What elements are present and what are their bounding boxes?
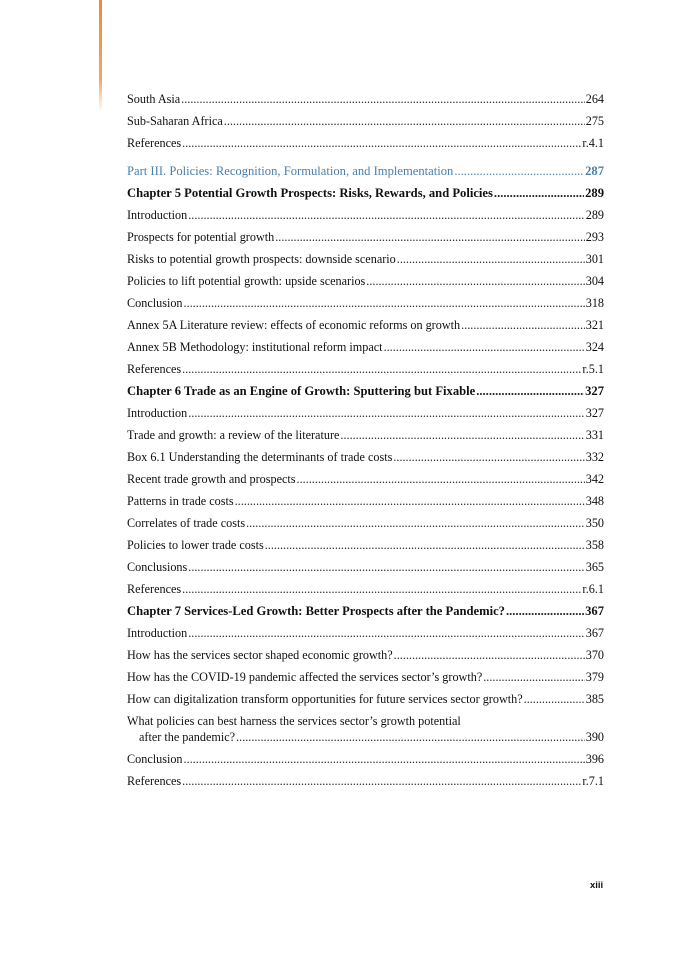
- dot-leader: [524, 688, 585, 710]
- toc-entry-title: Introduction: [127, 406, 188, 420]
- dot-leader: [393, 446, 584, 468]
- toc-entry-title: Chapter 7 Services-Led Growth: Better Prospects after the Pandemic?: [127, 604, 505, 618]
- toc-entry-page: 350: [585, 516, 604, 530]
- toc-entry-ch5-introduction[interactable]: [127, 204, 604, 226]
- toc-entry-title: Conclusion: [127, 752, 183, 766]
- dot-leader: [184, 292, 585, 314]
- dot-leader: [366, 270, 584, 292]
- toc-entry-page: 275: [585, 114, 604, 128]
- toc-entry-page: r.4.1: [582, 136, 604, 150]
- toc-entry-page: 324: [585, 340, 604, 354]
- toc-entry-title: References: [127, 136, 182, 150]
- toc-entry-page: 390: [585, 730, 604, 744]
- toc-entry-ch7-introduction[interactable]: [127, 622, 604, 644]
- toc-entry-page: r.6.1: [582, 582, 604, 596]
- toc-entry-title: Chapter 6 Trade as an Engine of Growth: Sputtering but Fixable: [127, 384, 476, 398]
- toc-entry-title: Introduction: [127, 626, 188, 640]
- toc-entry-page: 379: [585, 670, 604, 684]
- toc-part-iii-heading[interactable]: [127, 160, 604, 182]
- toc-entry-references-5[interactable]: [127, 358, 604, 380]
- toc-entry-digitalization[interactable]: [127, 688, 604, 710]
- dot-leader: [188, 204, 584, 226]
- toc-entry-title: Conclusions: [127, 560, 188, 574]
- toc-entry-page: 289: [585, 208, 604, 222]
- dot-leader: [476, 380, 584, 402]
- dot-leader: [181, 88, 585, 110]
- dot-leader: [184, 748, 585, 770]
- toc-entry-covid[interactable]: [127, 666, 604, 688]
- toc-entry-page: r.7.1: [582, 774, 604, 788]
- toc-entry-page: 365: [585, 560, 604, 574]
- toc-entry-south-asia[interactable]: [127, 88, 604, 110]
- toc-entry-title: South Asia: [127, 92, 181, 106]
- toc-entry-title: Recent trade growth and prospects: [127, 472, 296, 486]
- toc-entry-title-continued: after the pandemic?: [139, 730, 236, 744]
- toc-entry-title: How can digitalization transform opportunities for future services sector growth?: [127, 692, 523, 706]
- toc-entry-page: 318: [585, 296, 604, 310]
- toc-entry-title: Annex 5A Literature review: effects of economic reforms on growth: [127, 318, 461, 332]
- table-of-contents: [127, 88, 604, 792]
- toc-entry-title: Risks to potential growth prospects: downside scenario: [127, 252, 396, 266]
- dot-leader: [182, 578, 581, 600]
- toc-entry-policies-services[interactable]: [127, 710, 604, 748]
- toc-entry-page: 289: [585, 186, 604, 200]
- dot-leader: [397, 248, 585, 270]
- toc-entry-page: 367: [585, 626, 604, 640]
- dot-leader: [275, 226, 584, 248]
- dot-leader: [246, 512, 585, 534]
- toc-entry-title: References: [127, 582, 182, 596]
- toc-entry-ch6-conclusions[interactable]: [127, 556, 604, 578]
- toc-entry-title: Chapter 5 Potential Growth Prospects: Risks, Rewards, and Policies: [127, 186, 493, 200]
- toc-entry-risks[interactable]: [127, 248, 604, 270]
- dot-leader: [235, 490, 585, 512]
- toc-entry-prospects[interactable]: [127, 226, 604, 248]
- toc-entry-policies-trade[interactable]: [127, 534, 604, 556]
- page-number: xiii: [590, 880, 604, 891]
- toc-entry-page: 342: [585, 472, 604, 486]
- toc-entry-references-6[interactable]: [127, 578, 604, 600]
- toc-entry-ch5-conclusion[interactable]: [127, 292, 604, 314]
- toc-chapter-5[interactable]: [127, 182, 604, 204]
- toc-entry-page: 304: [585, 274, 604, 288]
- toc-entry-services-shaped[interactable]: [127, 644, 604, 666]
- dot-leader: [265, 534, 585, 556]
- toc-entry-page: 264: [585, 92, 604, 106]
- dot-leader: [182, 132, 581, 154]
- toc-entry-annex-5a[interactable]: [127, 314, 604, 336]
- toc-entry-title: Conclusion: [127, 296, 183, 310]
- toc-entry-title: Correlates of trade costs: [127, 516, 246, 530]
- dot-leader: [188, 402, 584, 424]
- orange-margin-bar: [99, 0, 102, 112]
- toc-entry-page: 370: [585, 648, 604, 662]
- dot-leader: [224, 110, 585, 132]
- toc-entry-box-6-1[interactable]: [127, 446, 604, 468]
- dot-leader: [182, 358, 581, 380]
- toc-entry-ch6-introduction[interactable]: [127, 402, 604, 424]
- toc-entry-patterns[interactable]: [127, 490, 604, 512]
- dot-leader: [483, 666, 584, 688]
- toc-entry-title: References: [127, 362, 182, 376]
- toc-entry-title: What policies can best harness the services sector’s growth potential: [127, 714, 461, 728]
- dot-leader: [236, 729, 585, 745]
- dot-leader: [394, 644, 585, 666]
- dot-leader: [182, 770, 581, 792]
- toc-entry-title: Policies to lift potential growth: upside scenarios: [127, 274, 366, 288]
- toc-entry-title: Introduction: [127, 208, 188, 222]
- toc-entry-sub-saharan-africa[interactable]: [127, 110, 604, 132]
- toc-entry-page: 301: [585, 252, 604, 266]
- toc-entry-correlates[interactable]: [127, 512, 604, 534]
- toc-entry-title: Sub-Saharan Africa: [127, 114, 223, 128]
- toc-entry-title: Patterns in trade costs: [127, 494, 234, 508]
- toc-entry-title: References: [127, 774, 182, 788]
- toc-entry-policies-upside[interactable]: [127, 270, 604, 292]
- dot-leader: [454, 160, 584, 182]
- toc-entry-title: Box 6.1 Understanding the determinants of trade costs: [127, 450, 393, 464]
- toc-entry-page: 385: [585, 692, 604, 706]
- toc-entry-page: 332: [585, 450, 604, 464]
- toc-entry-title: Part III. Policies: Recognition, Formulation, and Implementation: [127, 164, 454, 178]
- toc-entry-title: Trade and growth: a review of the literature: [127, 428, 340, 442]
- toc-entry-page: 327: [585, 384, 604, 398]
- toc-entry-title: Annex 5B Methodology: institutional reform impact: [127, 340, 383, 354]
- dot-leader: [461, 314, 585, 336]
- toc-entry-annex-5b[interactable]: [127, 336, 604, 358]
- toc-entry-page: 367: [585, 604, 604, 618]
- dot-leader: [340, 424, 584, 446]
- toc-entry-ch7-conclusion[interactable]: [127, 748, 604, 770]
- toc-entry-page: r.5.1: [582, 362, 604, 376]
- dot-leader: [506, 600, 584, 622]
- toc-entry-title: How has the COVID-19 pandemic affected the services sector’s growth?: [127, 670, 483, 684]
- toc-entry-page: 396: [585, 752, 604, 766]
- toc-entry-page: 331: [585, 428, 604, 442]
- dot-leader: [188, 622, 584, 644]
- toc-entry-page: 293: [585, 230, 604, 244]
- toc-entry-page: 327: [585, 406, 604, 420]
- toc-entry-page: 321: [585, 318, 604, 332]
- toc-entry-references-4[interactable]: [127, 132, 604, 154]
- toc-entry-title: Policies to lower trade costs: [127, 538, 264, 552]
- toc-entry-title: How has the services sector shaped economic growth?: [127, 648, 393, 662]
- dot-leader: [384, 336, 585, 358]
- dot-leader: [494, 182, 584, 204]
- toc-entry-title: Prospects for potential growth: [127, 230, 275, 244]
- toc-entry-recent-trade[interactable]: [127, 468, 604, 490]
- toc-entry-page: 358: [585, 538, 604, 552]
- toc-entry-trade-literature[interactable]: [127, 424, 604, 446]
- toc-entry-page: 348: [585, 494, 604, 508]
- toc-entry-page: 287: [585, 164, 604, 178]
- toc-entry-references-7[interactable]: [127, 770, 604, 792]
- dot-leader: [188, 556, 584, 578]
- toc-chapter-7[interactable]: [127, 600, 604, 622]
- dot-leader: [297, 468, 585, 490]
- toc-chapter-6[interactable]: [127, 380, 604, 402]
